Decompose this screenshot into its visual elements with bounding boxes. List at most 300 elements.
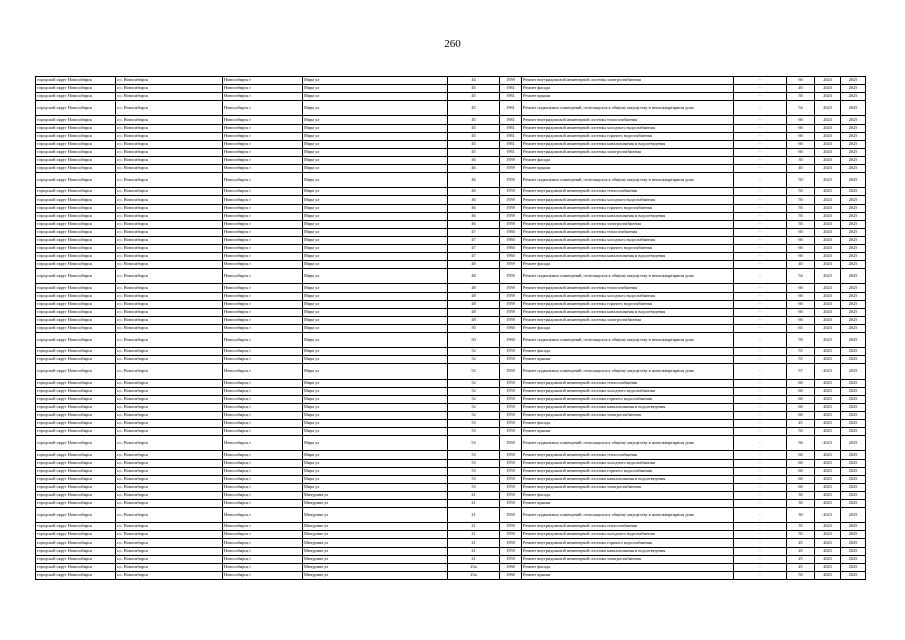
work-type-cell: Ремонт подвальных помещений, относящихся к общему имуществу в многоквартирном доме	[522, 508, 734, 523]
house-number-cell: 52	[448, 379, 500, 387]
house-number-cell: 21	[448, 531, 500, 539]
settlement-cell: г.о. Новосибирск	[116, 428, 223, 436]
settlement-cell: г.о. Новосибирск	[116, 220, 223, 228]
year-built-cell: 1959	[500, 531, 522, 539]
end-year-cell: 2025	[841, 403, 866, 411]
house-number-cell: 52	[448, 411, 500, 419]
municipality-cell: городской округ Новосибирск	[36, 236, 116, 244]
end-year-cell: 2025	[841, 188, 866, 196]
start-year-cell: 2023	[815, 300, 841, 308]
street-cell: Мира ул	[303, 165, 448, 173]
city-cell: Новосибирск г	[223, 300, 303, 308]
work-type-cell: Ремонт внутридомовой инженерной системы канализования и водоотведения	[522, 475, 734, 483]
table-row	[36, 547, 866, 555]
city-cell: Новосибирск г	[223, 387, 303, 395]
end-year-cell: 2025	[841, 451, 866, 459]
year-built-cell: 1961	[500, 124, 522, 132]
municipality-cell: городской округ Новосибирск	[36, 188, 116, 196]
house-number-cell: 48	[448, 284, 500, 292]
table-row	[36, 261, 866, 269]
year-built-cell: 1959	[500, 188, 522, 196]
dash-cell: -	[734, 85, 787, 93]
start-year-cell: 2023	[815, 173, 841, 188]
street-cell: Мира ул	[303, 140, 448, 148]
work-type-cell: Ремонт внутридомовой инженерной системы горячего водоснабжения	[522, 132, 734, 140]
municipality-cell: городской округ Новосибирск	[36, 491, 116, 499]
work-type-cell: Ремонт фасада	[522, 261, 734, 269]
end-year-cell: 2025	[841, 292, 866, 300]
street-cell: Мира ул	[303, 459, 448, 467]
work-type-cell: Ремонт подвальных помещений, относящихся к общему имуществу в многоквартирном доме	[522, 173, 734, 188]
year-built-cell: 1959	[500, 165, 522, 173]
dash-cell: -	[734, 547, 787, 555]
table-row	[36, 188, 866, 196]
work-type-cell: Ремонт крыши	[522, 165, 734, 173]
street-cell: Мира ул	[303, 308, 448, 316]
wear-percent-cell: 60	[787, 228, 815, 236]
dash-cell: -	[734, 563, 787, 571]
work-type-cell: Ремонт фасада	[522, 420, 734, 428]
house-number-cell: 53	[448, 436, 500, 451]
street-cell: Мира ул	[303, 379, 448, 387]
house-number-cell: 45	[448, 101, 500, 116]
table-row	[36, 220, 866, 228]
work-type-cell: Ремонт внутридомовой инженерной системы холодного водоснабжения	[522, 124, 734, 132]
wear-percent-cell: 50	[787, 428, 815, 436]
year-built-cell: 1960	[500, 563, 522, 571]
street-cell: Мира ул	[303, 451, 448, 459]
work-type-cell: Ремонт внутридомовой инженерной системы электроснабжения	[522, 220, 734, 228]
end-year-cell: 2025	[841, 173, 866, 188]
year-built-cell: 1959	[500, 387, 522, 395]
street-cell: Мира ул	[303, 124, 448, 132]
wear-percent-cell: 60	[787, 253, 815, 261]
dash-cell: -	[734, 101, 787, 116]
city-cell: Новосибирск г	[223, 204, 303, 212]
city-cell: Новосибирск г	[223, 188, 303, 196]
work-type-cell: Ремонт крыши	[522, 571, 734, 579]
house-number-cell: 52	[448, 364, 500, 379]
city-cell: Новосибирск г	[223, 101, 303, 116]
table-row	[36, 93, 866, 101]
settlement-cell: г.о. Новосибирск	[116, 212, 223, 220]
city-cell: Новосибирск г	[223, 467, 303, 475]
wear-percent-cell: 55	[787, 356, 815, 364]
house-number-cell: 21	[448, 555, 500, 563]
city-cell: Новосибирск г	[223, 165, 303, 173]
house-number-cell: 53	[448, 451, 500, 459]
work-type-cell: Ремонт внутридомовой инженерной системы канализования и водоотведения	[522, 308, 734, 316]
start-year-cell: 2023	[815, 459, 841, 467]
wear-percent-cell: 60	[787, 77, 815, 85]
municipality-cell: городской округ Новосибирск	[36, 348, 116, 356]
work-type-cell: Ремонт внутридомовой инженерной системы горячего водоснабжения	[522, 300, 734, 308]
dash-cell: -	[734, 491, 787, 499]
street-cell: Мира ул	[303, 204, 448, 212]
municipality-cell: городской округ Новосибирск	[36, 132, 116, 140]
table-row	[36, 148, 866, 156]
year-built-cell: 1959	[500, 379, 522, 387]
dash-cell: -	[734, 253, 787, 261]
street-cell: Мичурина ул	[303, 499, 448, 507]
table-row	[36, 85, 866, 93]
dash-cell: -	[734, 395, 787, 403]
city-cell: Новосибирск г	[223, 364, 303, 379]
table-row	[36, 395, 866, 403]
end-year-cell: 2025	[841, 116, 866, 124]
city-cell: Новосибирск г	[223, 459, 303, 467]
dash-cell: -	[734, 356, 787, 364]
city-cell: Новосибирск г	[223, 420, 303, 428]
year-built-cell: 1959	[500, 491, 522, 499]
work-type-cell: Ремонт внутридомовой инженерной системы холодного водоснабжения	[522, 459, 734, 467]
wear-percent-cell: 60	[787, 308, 815, 316]
table-row	[36, 333, 866, 348]
work-type-cell: Ремонт внутридомовой инженерной системы канализования и водоотведения	[522, 212, 734, 220]
street-cell: Мичурина ул	[303, 571, 448, 579]
house-number-cell: 46	[448, 156, 500, 164]
municipality-cell: городской округ Новосибирск	[36, 228, 116, 236]
municipality-cell: городской округ Новосибирск	[36, 403, 116, 411]
settlement-cell: г.о. Новосибирск	[116, 77, 223, 85]
year-built-cell: 1959	[500, 77, 522, 85]
house-number-cell: 46	[448, 220, 500, 228]
end-year-cell: 2025	[841, 228, 866, 236]
city-cell: Новосибирск г	[223, 116, 303, 124]
year-built-cell: 1959	[500, 428, 522, 436]
start-year-cell: 2023	[815, 467, 841, 475]
end-year-cell: 2025	[841, 483, 866, 491]
table-row	[36, 228, 866, 236]
dash-cell: -	[734, 467, 787, 475]
settlement-cell: г.о. Новосибирск	[116, 563, 223, 571]
table-row	[36, 379, 866, 387]
municipality-cell: городской округ Новосибирск	[36, 467, 116, 475]
house-number-cell: 21	[448, 508, 500, 523]
end-year-cell: 2025	[841, 411, 866, 419]
wear-percent-cell: 50	[787, 173, 815, 188]
dash-cell: -	[734, 140, 787, 148]
street-cell: Мира ул	[303, 284, 448, 292]
settlement-cell: г.о. Новосибирск	[116, 156, 223, 164]
start-year-cell: 2023	[815, 132, 841, 140]
house-number-cell: 48	[448, 261, 500, 269]
end-year-cell: 2025	[841, 253, 866, 261]
settlement-cell: г.о. Новосибирск	[116, 411, 223, 419]
year-built-cell: 1960	[500, 244, 522, 252]
street-cell: Мира ул	[303, 93, 448, 101]
municipality-cell: городской округ Новосибирск	[36, 85, 116, 93]
work-type-cell: Ремонт подвальных помещений, относящихся к общему имуществу в многоквартирном доме	[522, 101, 734, 116]
house-number-cell: 45	[448, 124, 500, 132]
wear-percent-cell: 60	[787, 403, 815, 411]
wear-percent-cell: 40	[787, 165, 815, 173]
municipality-cell: городской округ Новосибирск	[36, 244, 116, 252]
start-year-cell: 2023	[815, 188, 841, 196]
table-row	[36, 132, 866, 140]
wear-percent-cell: 50	[787, 571, 815, 579]
end-year-cell: 2025	[841, 459, 866, 467]
wear-percent-cell: 57	[787, 364, 815, 379]
table-row	[36, 284, 866, 292]
wear-percent-cell: 60	[787, 284, 815, 292]
end-year-cell: 2025	[841, 132, 866, 140]
municipality-cell: городской округ Новосибирск	[36, 77, 116, 85]
start-year-cell: 2023	[815, 204, 841, 212]
municipality-cell: городской округ Новосибирск	[36, 220, 116, 228]
work-type-cell: Ремонт внутридомовой инженерной системы электроснабжения	[522, 77, 734, 85]
wear-percent-cell: 54	[787, 101, 815, 116]
house-number-cell: 53	[448, 467, 500, 475]
work-type-cell: Ремонт фасада	[522, 156, 734, 164]
wear-percent-cell: 60	[787, 292, 815, 300]
end-year-cell: 2025	[841, 269, 866, 284]
dash-cell: -	[734, 236, 787, 244]
street-cell: Мира ул	[303, 77, 448, 85]
dash-cell: -	[734, 324, 787, 332]
year-built-cell: 1960	[500, 333, 522, 348]
settlement-cell: г.о. Новосибирск	[116, 491, 223, 499]
work-type-cell: Ремонт подвальных помещений, относящихся к общему имуществу в многоквартирном доме	[522, 364, 734, 379]
house-number-cell: 48	[448, 300, 500, 308]
start-year-cell: 2023	[815, 261, 841, 269]
end-year-cell: 2025	[841, 436, 866, 451]
house-number-cell: 48	[448, 316, 500, 324]
settlement-cell: г.о. Новосибирск	[116, 547, 223, 555]
municipality-cell: городской округ Новосибирск	[36, 93, 116, 101]
city-cell: Новосибирск г	[223, 348, 303, 356]
end-year-cell: 2025	[841, 165, 866, 173]
start-year-cell: 2023	[815, 539, 841, 547]
wear-percent-cell: 60	[787, 379, 815, 387]
city-cell: Новосибирск г	[223, 333, 303, 348]
table-row	[36, 196, 866, 204]
start-year-cell: 2023	[815, 571, 841, 579]
start-year-cell: 2023	[815, 228, 841, 236]
table-row	[36, 571, 866, 579]
table-row	[36, 101, 866, 116]
dash-cell: -	[734, 165, 787, 173]
street-cell: Мира ул	[303, 156, 448, 164]
city-cell: Новосибирск г	[223, 436, 303, 451]
start-year-cell: 2023	[815, 555, 841, 563]
dash-cell: -	[734, 292, 787, 300]
start-year-cell: 2023	[815, 101, 841, 116]
municipality-cell: городской округ Новосибирск	[36, 156, 116, 164]
start-year-cell: 2023	[815, 284, 841, 292]
municipality-cell: городской округ Новосибирск	[36, 269, 116, 284]
work-type-cell: Ремонт подвальных помещений, относящихся к общему имуществу в многоквартирном доме	[522, 269, 734, 284]
street-cell: Мира ул	[303, 316, 448, 324]
house-number-cell: 45	[448, 93, 500, 101]
dash-cell: -	[734, 523, 787, 531]
year-built-cell: 1959	[500, 436, 522, 451]
work-type-cell: Ремонт подвальных помещений, относящихся к общему имуществу в многоквартирном доме	[522, 333, 734, 348]
end-year-cell: 2025	[841, 499, 866, 507]
municipality-cell: городской округ Новосибирск	[36, 387, 116, 395]
settlement-cell: г.о. Новосибирск	[116, 261, 223, 269]
year-built-cell: 1959	[500, 308, 522, 316]
street-cell: Мичурина ул	[303, 547, 448, 555]
dash-cell: -	[734, 284, 787, 292]
table-row	[36, 236, 866, 244]
settlement-cell: г.о. Новосибирск	[116, 379, 223, 387]
work-type-cell: Ремонт внутридомовой инженерной системы теплоснабжения	[522, 523, 734, 531]
dash-cell: -	[734, 300, 787, 308]
start-year-cell: 2023	[815, 403, 841, 411]
house-number-cell: 45	[448, 148, 500, 156]
work-type-cell: Ремонт внутридомовой инженерной системы теплоснабжения	[522, 284, 734, 292]
dash-cell: -	[734, 93, 787, 101]
work-type-cell: Ремонт фасада	[522, 85, 734, 93]
city-cell: Новосибирск г	[223, 173, 303, 188]
work-type-cell: Ремонт внутридомовой инженерной системы холодного водоснабжения	[522, 236, 734, 244]
dash-cell: -	[734, 196, 787, 204]
settlement-cell: г.о. Новосибирск	[116, 124, 223, 132]
street-cell: Мира ул	[303, 269, 448, 284]
municipality-cell: городской округ Новосибирск	[36, 411, 116, 419]
work-type-cell: Ремонт внутридомовой инженерной системы теплоснабжения	[522, 116, 734, 124]
dash-cell: -	[734, 316, 787, 324]
table-row	[36, 140, 866, 148]
work-type-cell: Ремонт фасада	[522, 563, 734, 571]
table-row	[36, 156, 866, 164]
start-year-cell: 2023	[815, 547, 841, 555]
wear-percent-cell: 60	[787, 132, 815, 140]
year-built-cell: 1959	[500, 300, 522, 308]
start-year-cell: 2023	[815, 379, 841, 387]
wear-percent-cell: 65	[787, 324, 815, 332]
settlement-cell: г.о. Новосибирск	[116, 483, 223, 491]
work-type-cell: Ремонт внутридомовой инженерной системы холодного водоснабжения	[522, 531, 734, 539]
street-cell: Мичурина ул	[303, 539, 448, 547]
table-row	[36, 364, 866, 379]
dash-cell: -	[734, 459, 787, 467]
table-row	[36, 475, 866, 483]
municipality-cell: городской округ Новосибирск	[36, 140, 116, 148]
wear-percent-cell: 50	[787, 204, 815, 212]
street-cell: Мира ул	[303, 364, 448, 379]
city-cell: Новосибирск г	[223, 140, 303, 148]
city-cell: Новосибирск г	[223, 356, 303, 364]
settlement-cell: г.о. Новосибирск	[116, 196, 223, 204]
wear-percent-cell: 45	[787, 563, 815, 571]
work-type-cell: Ремонт подвальных помещений, относящихся к общему имуществу в многоквартирном доме	[522, 436, 734, 451]
table-row	[36, 451, 866, 459]
end-year-cell: 2025	[841, 563, 866, 571]
wear-percent-cell: 60	[787, 116, 815, 124]
repair-registry-table	[35, 76, 866, 580]
city-cell: Новосибирск г	[223, 539, 303, 547]
street-cell: Мира ул	[303, 173, 448, 188]
work-type-cell: Ремонт внутридомовой инженерной системы теплоснабжения	[522, 379, 734, 387]
street-cell: Мира ул	[303, 420, 448, 428]
house-number-cell: 53	[448, 420, 500, 428]
start-year-cell: 2023	[815, 387, 841, 395]
end-year-cell: 2025	[841, 523, 866, 531]
year-built-cell: 1959	[500, 220, 522, 228]
city-cell: Новосибирск г	[223, 148, 303, 156]
wear-percent-cell: 40	[787, 261, 815, 269]
dash-cell: -	[734, 228, 787, 236]
start-year-cell: 2023	[815, 499, 841, 507]
table-row	[36, 124, 866, 132]
municipality-cell: городской округ Новосибирск	[36, 148, 116, 156]
house-number-cell: 47	[448, 244, 500, 252]
table-row	[36, 269, 866, 284]
start-year-cell: 2023	[815, 253, 841, 261]
start-year-cell: 2023	[815, 364, 841, 379]
end-year-cell: 2025	[841, 333, 866, 348]
year-built-cell: 1959	[500, 467, 522, 475]
end-year-cell: 2025	[841, 395, 866, 403]
table-row	[36, 411, 866, 419]
municipality-cell: городской округ Новосибирск	[36, 508, 116, 523]
table-row	[36, 212, 866, 220]
work-type-cell: Ремонт внутридомовой инженерной системы канализования и водоотведения	[522, 140, 734, 148]
end-year-cell: 2025	[841, 571, 866, 579]
year-built-cell: 1961	[500, 148, 522, 156]
settlement-cell: г.о. Новосибирск	[116, 284, 223, 292]
house-number-cell: 48	[448, 292, 500, 300]
street-cell: Мира ул	[303, 324, 448, 332]
street-cell: Мира ул	[303, 436, 448, 451]
settlement-cell: г.о. Новосибирск	[116, 148, 223, 156]
work-type-cell: Ремонт внутридомовой инженерной системы электроснабжения	[522, 316, 734, 324]
house-number-cell: 48	[448, 308, 500, 316]
house-number-cell: 47	[448, 253, 500, 261]
street-cell: Мичурина ул	[303, 508, 448, 523]
municipality-cell: городской округ Новосибирск	[36, 364, 116, 379]
table-row	[36, 523, 866, 531]
settlement-cell: г.о. Новосибирск	[116, 132, 223, 140]
wear-percent-cell: 30	[787, 499, 815, 507]
dash-cell: -	[734, 308, 787, 316]
settlement-cell: г.о. Новосибирск	[116, 436, 223, 451]
settlement-cell: г.о. Новосибирск	[116, 316, 223, 324]
start-year-cell: 2023	[815, 269, 841, 284]
wear-percent-cell: 45	[787, 539, 815, 547]
municipality-cell: городской округ Новосибирск	[36, 124, 116, 132]
wear-percent-cell: 59	[787, 333, 815, 348]
year-built-cell: 1959	[500, 316, 522, 324]
wear-percent-cell: 30	[787, 508, 815, 523]
year-built-cell: 1961	[500, 101, 522, 116]
table-row	[36, 308, 866, 316]
municipality-cell: городской округ Новосибирск	[36, 395, 116, 403]
end-year-cell: 2025	[841, 261, 866, 269]
settlement-cell: г.о. Новосибирск	[116, 269, 223, 284]
work-type-cell: Ремонт крыши	[522, 93, 734, 101]
municipality-cell: городской округ Новосибирск	[36, 523, 116, 531]
settlement-cell: г.о. Новосибирск	[116, 356, 223, 364]
dash-cell: -	[734, 220, 787, 228]
settlement-cell: г.о. Новосибирск	[116, 85, 223, 93]
wear-percent-cell: 60	[787, 236, 815, 244]
street-cell: Мира ул	[303, 356, 448, 364]
work-type-cell: Ремонт фасада	[522, 324, 734, 332]
street-cell: Мира ул	[303, 261, 448, 269]
wear-percent-cell: 60	[787, 244, 815, 252]
table-row	[36, 387, 866, 395]
wear-percent-cell: 54	[787, 269, 815, 284]
start-year-cell: 2023	[815, 85, 841, 93]
work-type-cell: Ремонт внутридомовой инженерной системы электроснабжения	[522, 555, 734, 563]
year-built-cell: 1959	[500, 547, 522, 555]
end-year-cell: 2025	[841, 491, 866, 499]
start-year-cell: 2023	[815, 523, 841, 531]
dash-cell: -	[734, 379, 787, 387]
